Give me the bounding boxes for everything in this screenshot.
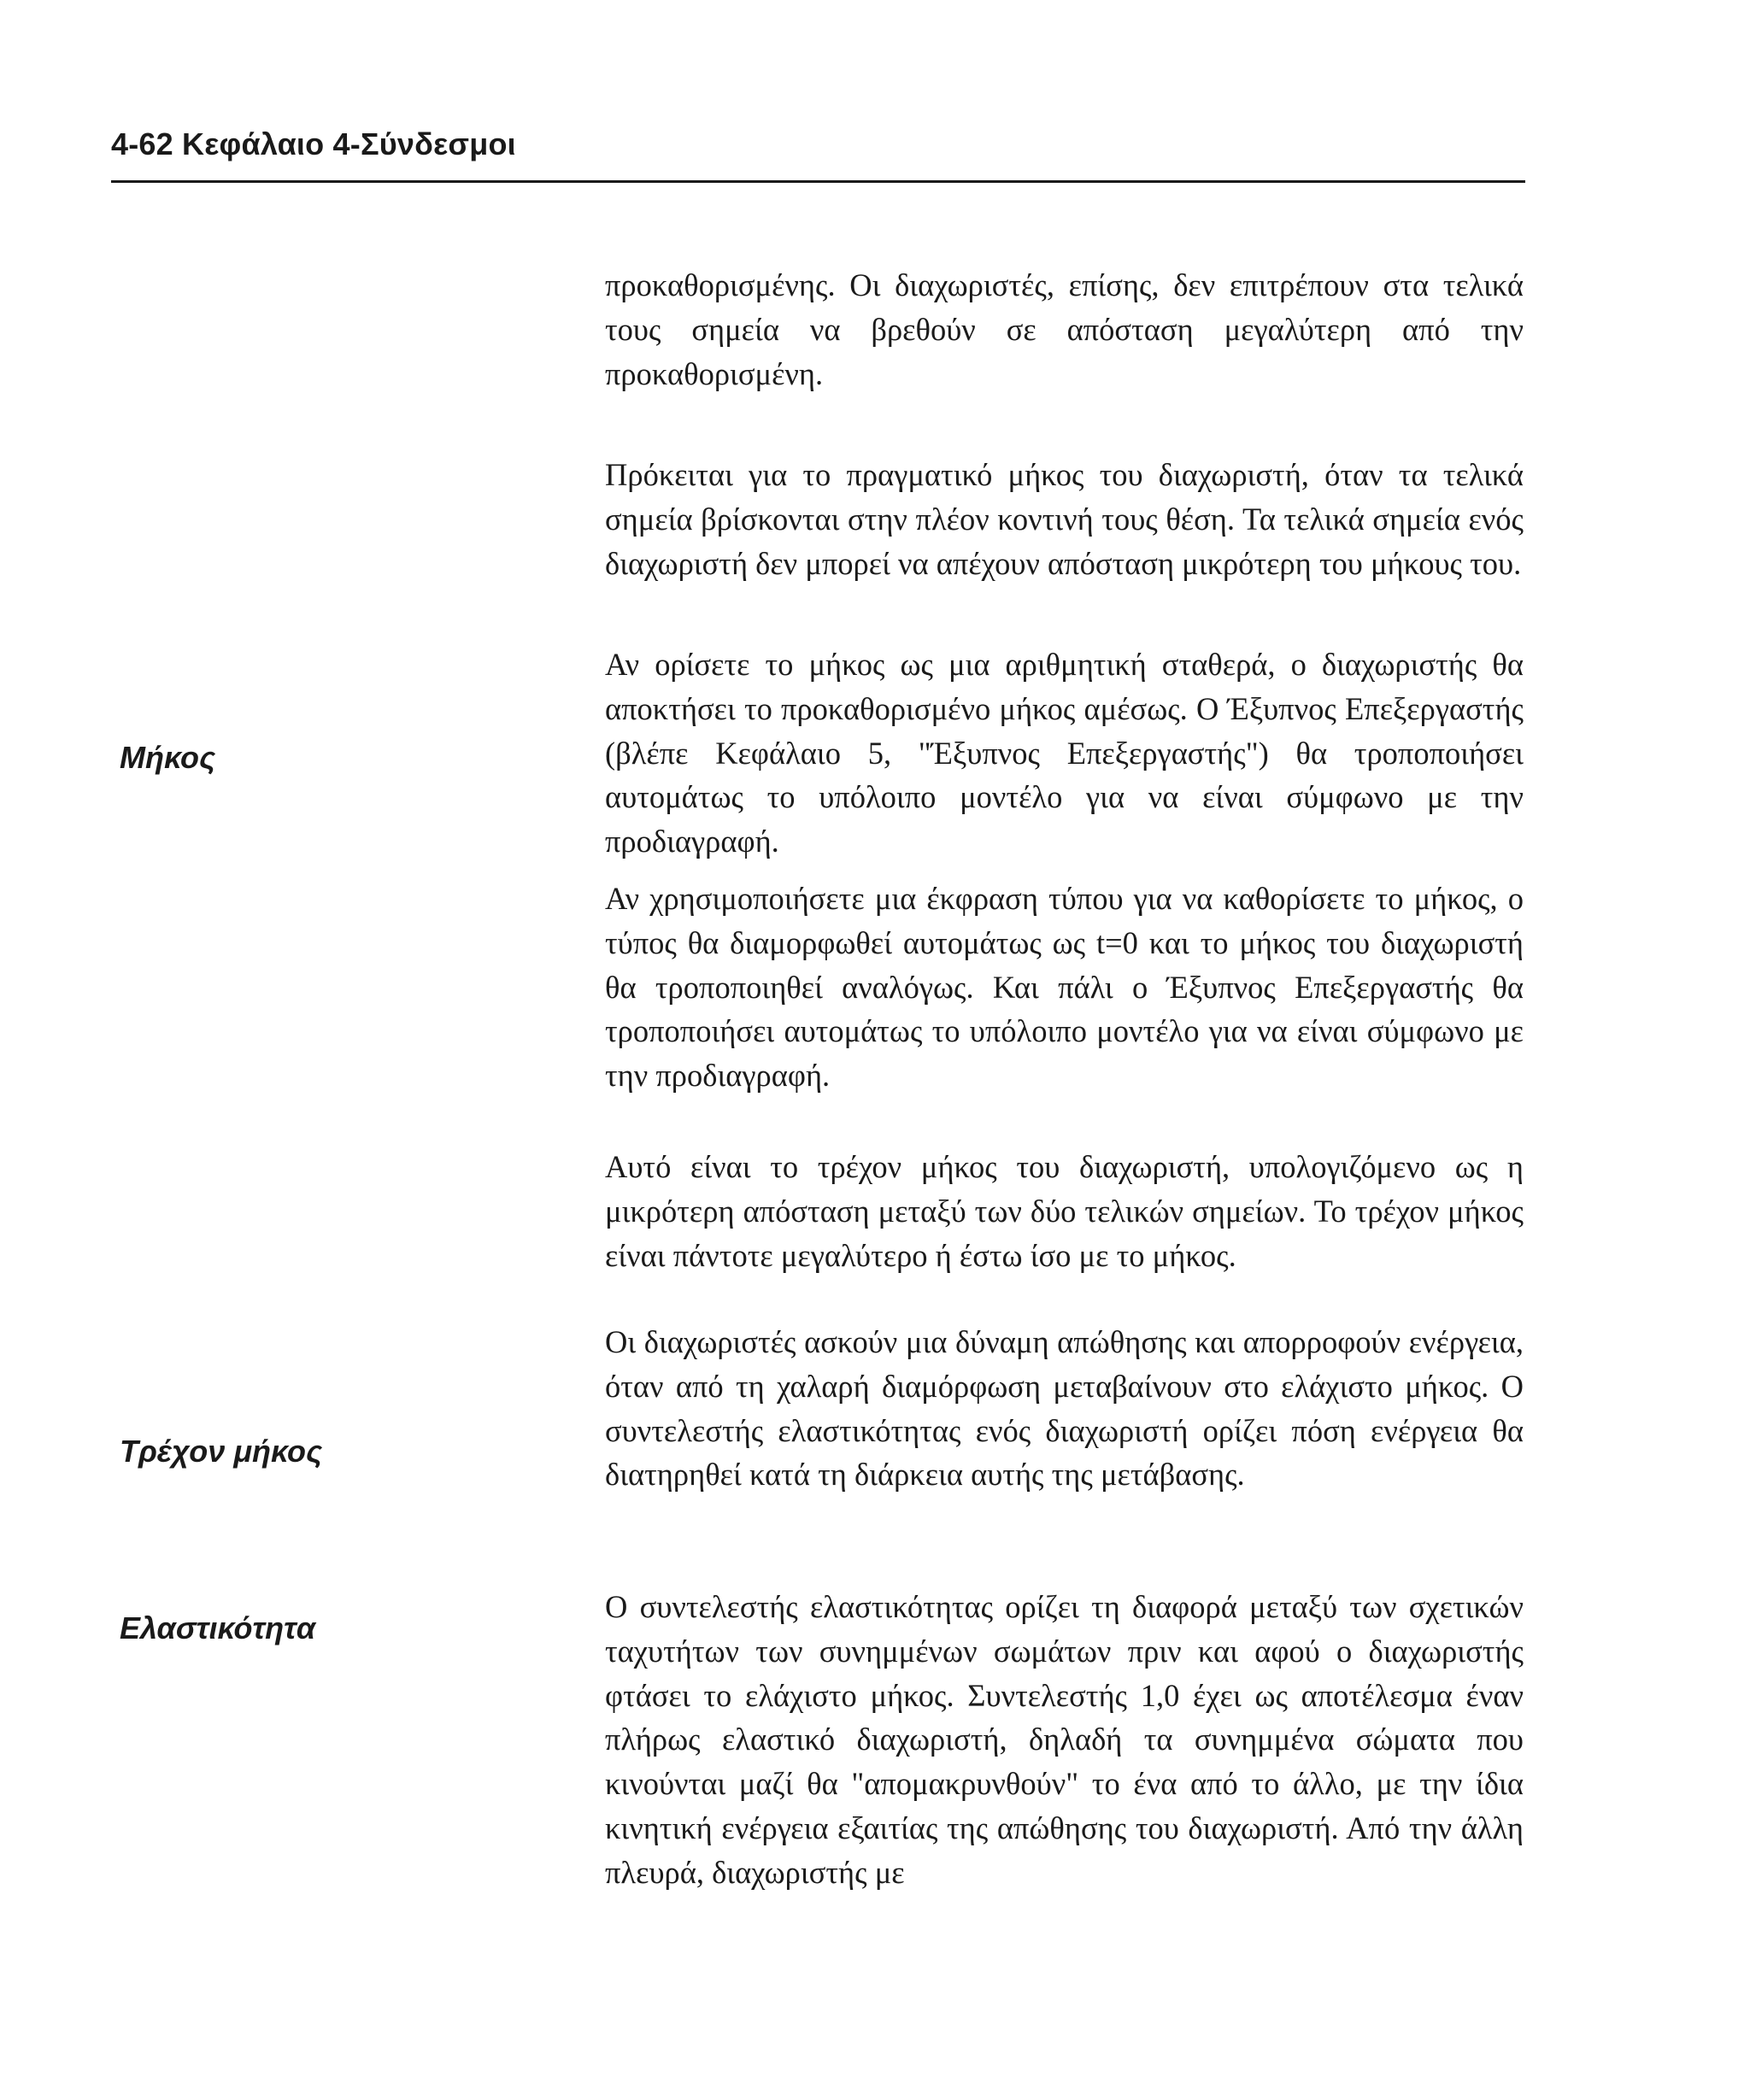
paragraph-elasticity: Ο συντελεστής ελαστικότητας ορίζει τη διαφορά μεταξύ των σχετικών ταχυτήτων των συνημμένων σωμάτων πριν και αφού ο διαχωριστής φτάσει το ελάχιστο μήκος. Συντελεστής 1,0 έχει ως αποτέλεσμα έναν πλήρως ελαστικό διαχωριστή, δηλαδή τα συνημμένα σώματα που κινούνται μαζί θα "απομακρυνθούν" το ένα από το άλλο, με την ίδια κινητική ενέργεια εξαιτίας της απώθησης του διαχωριστή. Από την άλλη πλευρά, διαχωριστής με xyxy=(605,1589,1524,1890)
paragraph-length-formula: Αν χρησιμοποιήσετε μια έκφραση τύπου για να καθορίσετε το μήκος, ο τύπος θα διαμορφωθεί αυτομάτως ως t=0 και το μήκος του διαχωριστή θα τροποποιηθεί αναλόγως. Και πάλι ο Έξυπνος Επεξεργαστής θα τροποποιήσει αυτομάτως το υπόλοιπο μοντέλο για να είναι σύμφωνο με την προδιαγραφή. xyxy=(605,881,1524,1094)
paragraph-repulsion: Οι διαχωριστές ασκούν μια δύναμη απώθησης και απορροφούν ενέργεια, όταν από τη χαλαρή διαμόρφωση μεταβαίνουν στο ελάχιστο μήκος. Ο συντελεστής ελαστικότητας ενός διαχωριστή ορίζει πόση ενέργεια θα διατηρηθεί κατά τη διάρκεια αυτής της μετάβασης. xyxy=(605,1324,1524,1493)
side-label-elasticity: Ελαστικότητα xyxy=(120,1610,316,1645)
page-header: 4-62 Κεφάλαιο 4-Σύνδεσμοι xyxy=(111,126,516,161)
paragraph-length-definition: Πρόκειται για το πραγματικό μήκος του διαχωριστή, όταν τα τελικά σημεία βρίσκονται στην πλέον κοντινή τους θέση. Τα τελικά σημεία ενός διαχωριστή δεν μπορεί να απέχουν απόσταση μικρότερη του μήκους του. xyxy=(605,457,1524,581)
paragraph-length-constant: Αν ορίσετε το μήκος ως μια αριθμητική σταθερά, ο διαχωριστής θα αποκτήσει το προκαθορισμένο μήκος αμέσως. Ο Έξυπνος Επεξεργαστής (βλέπε Κεφάλαιο 5, "Έξυπνος Επεξεργαστής") θα τροποποιήσει αυτομάτως το υπόλοιπο μοντέλο για να είναι σύμφωνο με την προδιαγραφή. xyxy=(605,647,1524,859)
paragraph-current-length: Αυτό είναι το τρέχον μήκος του διαχωριστή, υπολογιζόμενο ως η μικρότερη απόσταση μεταξύ των δύο τελικών σημείων. Το τρέχον μήκος είναι πάντοτε μεγαλύτερο ή έστω ίσο με το μήκος. xyxy=(605,1149,1524,1273)
side-label-current-length: Τρέχον μήκος xyxy=(120,1434,323,1469)
side-label-length: Μήκος xyxy=(120,740,216,775)
paragraph-predefined: προκαθορισμένης. Οι διαχωριστές, επίσης, δεν επιτρέπουν στα τελικά τους σημεία να βρεθούν σε απόσταση μεγαλύτερη από την προκαθορισμένη. xyxy=(605,267,1524,391)
header-rule xyxy=(111,180,1525,183)
